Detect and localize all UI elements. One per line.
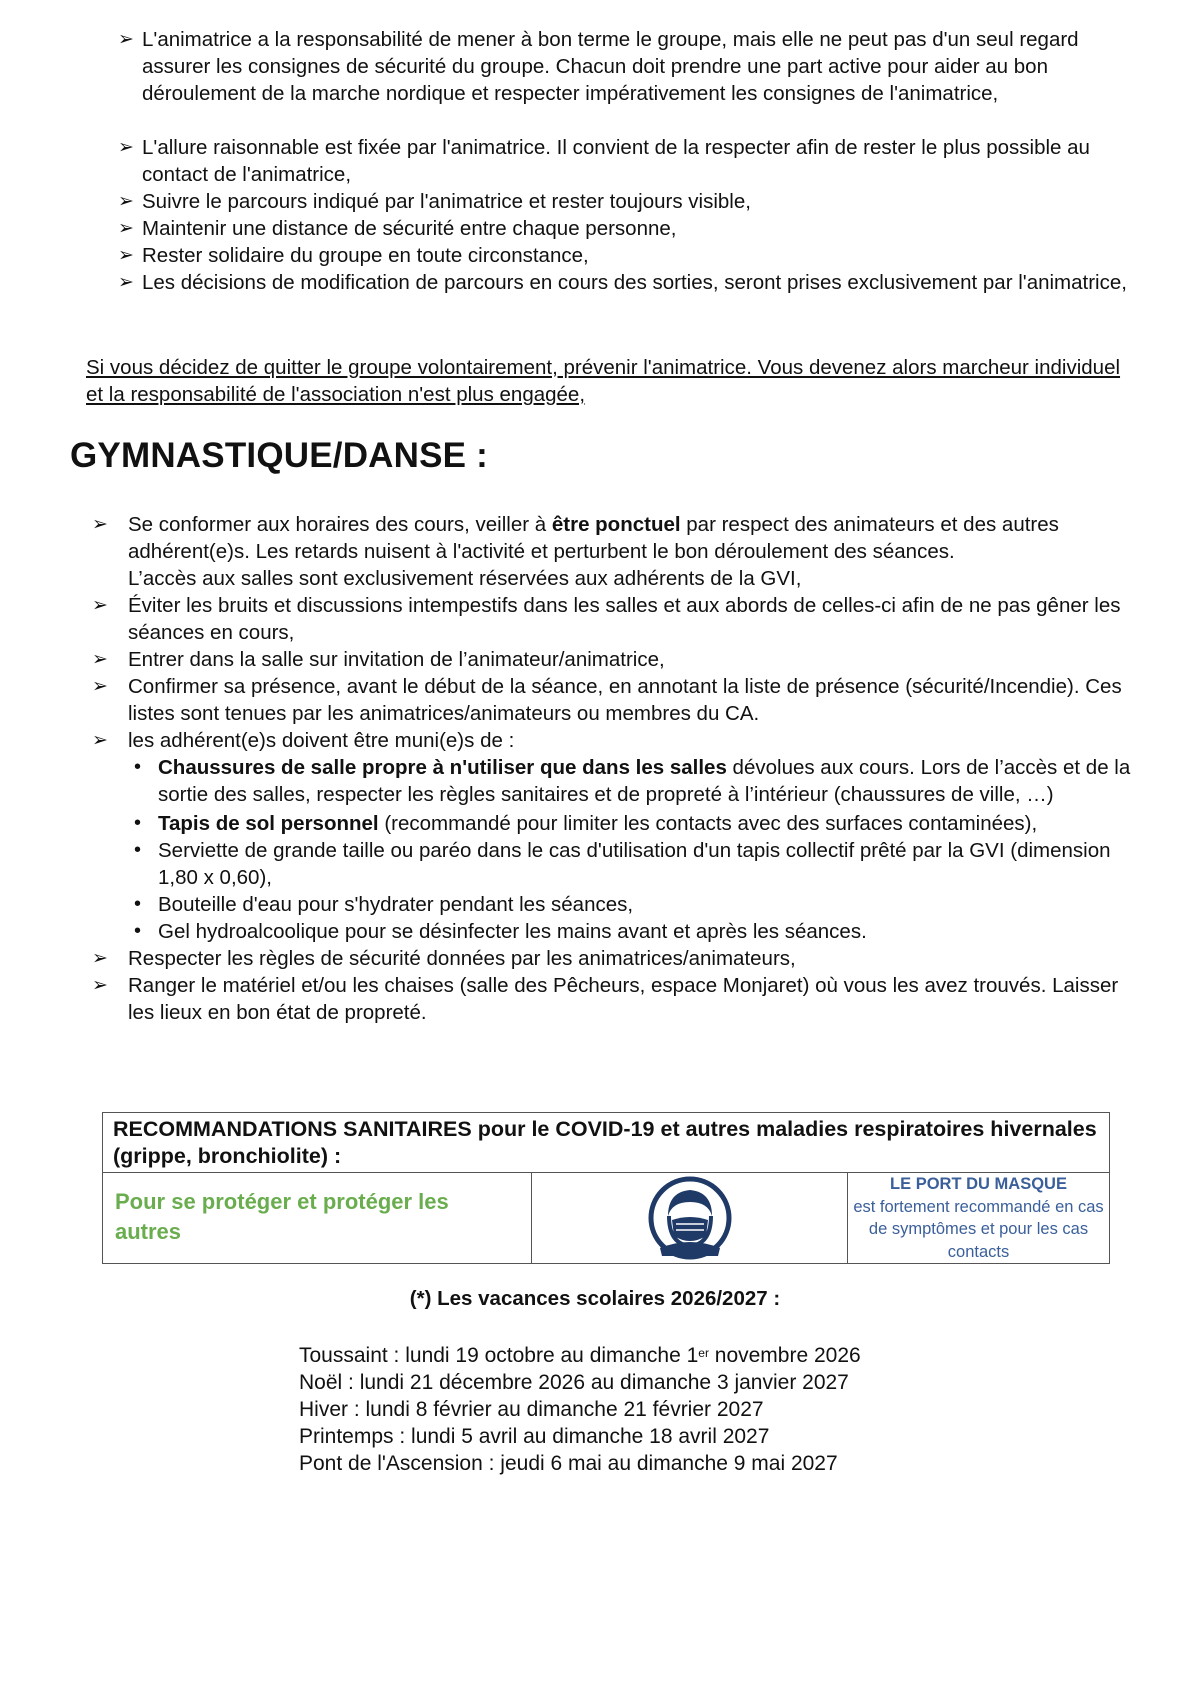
bullet-dot-icon: • [134, 920, 142, 942]
list-item: • Gel hydroalcoolique pour se désinfecter les mains avant et après les séances. [134, 920, 867, 943]
arrow-bullet-icon: ➢ [92, 730, 108, 751]
arrow-bullet-icon: ➢ [118, 137, 134, 158]
arrow-bullet-icon: ➢ [118, 29, 134, 50]
list-item: Pont de l'Ascension : jeudi 6 mai au dimanche 9 mai 2027 [299, 1452, 838, 1475]
list-item: ➢ Ranger le matériel et/ou les chaises (salle des Pêcheurs, espace Monjaret) où vous les avez trouvés. Laisser les lieux en bon état de propreté. [92, 974, 1119, 1024]
list-item: Hiver : lundi 8 février au dimanche 21 février 2027 [299, 1398, 764, 1421]
section-title-gym: GYMNASTIQUE/DANSE : [70, 436, 488, 475]
list-item: ➢ Respecter les règles de sécurité données par les animatrices/animateurs, [92, 947, 796, 970]
equipment-list [128, 754, 1142, 945]
arrow-bullet-icon: ➢ [92, 514, 108, 535]
list-item: ➢ Éviter les bruits et discussions intempestifs dans les salles et aux abords de celles-ci afin de ne pas gêner les séances en cours, [92, 594, 1121, 644]
protect-text: Pour se protéger et protéger les autres [103, 1173, 532, 1263]
list-item: ➢ Maintenir une distance de sécurité entre chaque personne, [118, 217, 677, 240]
recommendations-row [103, 1173, 1109, 1263]
arrow-bullet-icon: ➢ [92, 676, 108, 697]
arrow-bullet-icon: ➢ [118, 272, 134, 293]
arrow-bullet-icon: ➢ [118, 245, 134, 266]
list-item: ➢ L'animatrice a la responsabilité de mener à bon terme le groupe, mais elle ne peut pas d'un seul regard assurer les consignes de sécurité du groupe. Chacun doit prendre une part active pour aider au bon déroulement de la marche nordique et respecter impérativement les consignes de l'animatrice, [118, 28, 1079, 105]
list-item: • Chaussures de salle propre à n'utiliser que dans les salles dévolues aux cours. Lors de l’accès et de la sortie des salles, respecter les règles sanitaires et de propreté à l’intérieur (chaussures de ville, …) [134, 756, 1131, 806]
list-item: ➢ les adhérent(e)s doivent être muni(e)s de : • Chaussures de salle propre à n'utiliser que dans les salles dévolues aux cours. Lors de l’accès et de la sortie des salles, respecter les règles sanitaires et de propreté à l’intérieur (chaussures de ville, …) • Tapis de sol personnel (recommandé pour limiter les contacts avec des surfaces contaminées), • Serviette de grande taille ou paréo dans le cas d'utilisation d'un tapis collectif prêté par la GVI (dimension 1,80 x 0,60), • Bouteille d'eau pour s'hydrater pendant les séances, • Gel hydroalcoolique pour se désinfecter les mains avant et après les séances. [92, 727, 1142, 945]
list-item: ➢ Entrer dans la salle sur invitation de l’animateur/animatrice, [92, 648, 665, 671]
list-item: ➢ L'allure raisonnable est fixée par l'animatrice. Il convient de la respecter afin de rester le plus possible au contact de l'animatrice, [118, 136, 1090, 186]
holidays-list [299, 1342, 861, 1477]
list-item: ➢ Suivre le parcours indiqué par l'animatrice et rester toujours visible, [118, 190, 751, 213]
list-item: ➢ Confirmer sa présence, avant le début de la séance, en annotant la liste de présence (sécurité/Incendie). Ces listes sont tenues par les animatrices/animateurs ou membres du CA. [92, 675, 1122, 725]
list-item: ➢ Rester solidaire du groupe en toute circonstance, [118, 244, 589, 267]
health-recommendations-table [102, 1112, 1110, 1264]
bullet-dot-icon: • [134, 893, 142, 915]
arrow-bullet-icon: ➢ [92, 975, 108, 996]
arrow-bullet-icon: ➢ [92, 595, 108, 616]
list-item: • Serviette de grande taille ou paréo dans le cas d'utilisation d'un tapis collectif prêté par la GVI (dimension 1,80 x 0,60), [134, 839, 1111, 889]
bullet-dot-icon: • [134, 839, 142, 861]
holidays-title: (*) Les vacances scolaires 2026/2027 : [409, 1287, 781, 1310]
arrow-bullet-icon: ➢ [118, 191, 134, 212]
arrow-bullet-icon: ➢ [118, 218, 134, 239]
list-item: Printemps : lundi 5 avril au dimanche 18 avril 2027 [299, 1425, 770, 1448]
list-item: Toussaint : lundi 19 octobre au dimanche 1er novembre 2026 [299, 1344, 861, 1367]
mask-recommendation [848, 1173, 1109, 1263]
list-item: ➢ Les décisions de modification de parcours en cours des sorties, seront prises exclusivement par l'animatrice, [118, 271, 1127, 294]
mask-text: est fortement recommandé en cas de symptômes et pour les cas contacts [853, 1197, 1104, 1261]
quit-group-note: Si vous décidez de quitter le groupe volontairement, prévenir l'animatrice. Vous devenez alors marcheur individuel et la responsabilité de l'association n'est plus engagée, [86, 356, 1121, 406]
walking-rules-list [118, 26, 1138, 296]
arrow-bullet-icon: ➢ [92, 649, 108, 670]
list-item: • Tapis de sol personnel (recommandé pour limiter les contacts avec des surfaces contaminées), [134, 812, 1038, 835]
mask-icon-cell [532, 1173, 848, 1263]
arrow-bullet-icon: ➢ [92, 948, 108, 969]
gym-rules-list [92, 511, 1142, 1026]
recommendations-header: RECOMMANDATIONS SANITAIRES pour le COVID-19 et autres maladies respiratoires hivernales (grippe, bronchiolite) : [103, 1113, 1109, 1173]
list-item: ➢ Se conformer aux horaires des cours, veiller à être ponctuel par respect des animateurs et des autres adhérent(e)s. Les retards nuisent à l'activité et perturbent le bon déroulement des séances. L’accès aux salles sont exclusivement réservées aux adhérents de la GVI, [92, 513, 1059, 590]
list-item: Noël : lundi 21 décembre 2026 au dimanche 3 janvier 2027 [299, 1371, 849, 1394]
mask-title: LE PORT DU MASQUE [890, 1175, 1067, 1193]
face-mask-icon [638, 1176, 742, 1260]
list-item: • Bouteille d'eau pour s'hydrater pendant les séances, [134, 893, 634, 916]
bullet-dot-icon: • [134, 756, 142, 778]
bullet-dot-icon: • [134, 812, 142, 834]
